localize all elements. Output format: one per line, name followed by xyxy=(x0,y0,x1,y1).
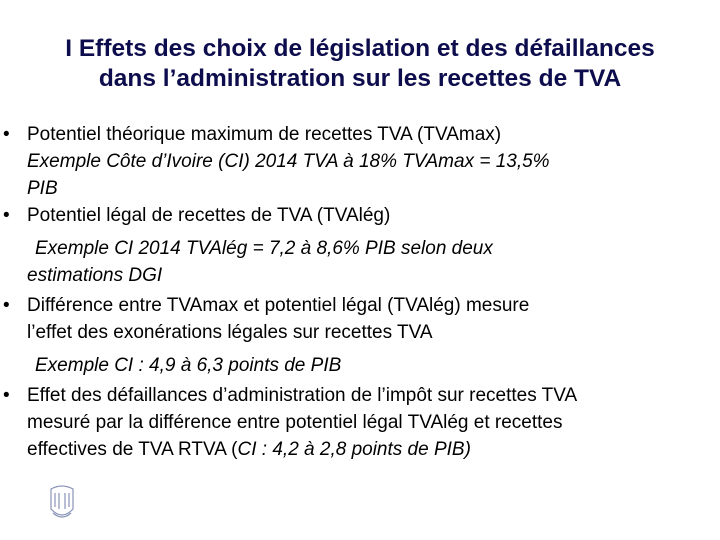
bullet-list xyxy=(0,121,720,463)
slide-title xyxy=(0,34,720,94)
bullet-item-3-lead-line-2: l’effet des exonérations légales sur recettes TVA xyxy=(27,322,433,343)
bullet-icon: • xyxy=(3,295,10,316)
bullet-item-2-example-line-1: Exemple CI 2014 TVAlég = 7,2 à 8,6% PIB selon deux xyxy=(35,238,493,259)
bullet-item-3 xyxy=(0,292,720,319)
bullet-item-1-example-line-2: PIB xyxy=(27,178,58,199)
bullet-item-1-example-line-1: Exemple Côte d’Ivoire (CI) 2014 TVA à 18% TVAmax = 13,5% xyxy=(27,151,550,172)
bullet-item-2 xyxy=(0,202,720,229)
slide-title-line-2: dans l’administration sur les recettes de TVA xyxy=(98,65,622,92)
bullet-item-4-line-3-italic: CI : 4,2 à 2,8 points de PIB) xyxy=(237,439,471,460)
bullet-item-4-line-3 xyxy=(27,436,471,463)
bullet-item-1 xyxy=(0,121,720,148)
bullet-item-2-example-line-2: estimations DGI xyxy=(27,265,163,286)
bullet-item-4-line-3-normal: effectives de TVA RTVA ( xyxy=(27,439,238,460)
bullet-item-4-line-1: Effet des défaillances d’administration de l’impôt sur recettes TVA xyxy=(27,385,578,406)
bullet-item-2-lead: Potentiel légal de recettes de TVA (TVAlég) xyxy=(27,205,391,226)
bullet-item-3-lead-line-1: Différence entre TVAmax et potentiel légal (TVAlég) mesure xyxy=(27,295,530,316)
bullet-item-4 xyxy=(0,382,720,409)
slide-title-line-1: I Effets des choix de législation et des défaillances xyxy=(65,35,655,62)
bullet-icon: • xyxy=(3,385,10,406)
bullet-item-4-line-2: mesuré par la différence entre potentiel légal TVAlég et recettes xyxy=(27,412,563,433)
institution-seal-icon xyxy=(47,483,77,525)
bullet-item-1-lead: Potentiel théorique maximum de recettes TVA (TVAmax) xyxy=(27,124,502,145)
bullet-icon: • xyxy=(3,205,10,226)
bullet-item-3-example: Exemple CI : 4,9 à 6,3 points de PIB xyxy=(35,355,342,376)
bullet-icon: • xyxy=(3,124,10,145)
